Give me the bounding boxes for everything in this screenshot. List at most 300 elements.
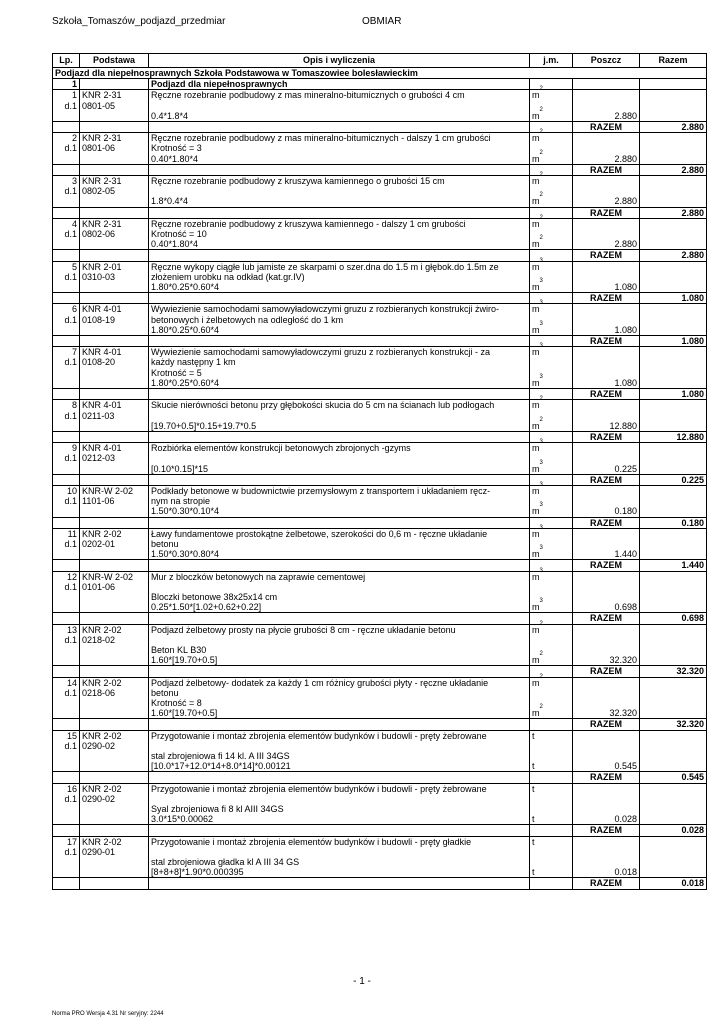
item-poszcz — [573, 698, 640, 708]
item-code-cell — [80, 336, 149, 347]
item-razem-cell — [640, 111, 707, 122]
item-razem-cell — [640, 761, 707, 772]
razem-label: RAZEM — [573, 389, 640, 400]
item-poszcz — [573, 635, 640, 645]
item-description: stal zbrojeniowa gładka kl A III 34 GS — [149, 857, 530, 867]
item-row — [53, 496, 707, 506]
item-code-number: 0211-03 — [80, 411, 149, 421]
item-lp: 13 — [53, 624, 80, 635]
item-description — [149, 453, 530, 463]
item-lp-cell — [53, 154, 80, 165]
item-lp-cell — [53, 645, 80, 655]
item-d: d.1 — [53, 453, 80, 463]
item-code-cell — [80, 293, 149, 304]
item-unit — [530, 192, 573, 207]
item-code: KNR 2-02 — [80, 730, 149, 741]
item-lp: 16 — [53, 783, 80, 794]
item-d: d.1 — [53, 688, 80, 698]
item-unit-cell — [530, 474, 573, 485]
item-d: d.1 — [53, 101, 80, 111]
item-razem-cell — [640, 485, 707, 496]
unit-exponent: 2 — [539, 106, 543, 113]
item-lp-cell — [53, 666, 80, 677]
item-code-number: 0218-02 — [80, 635, 149, 645]
item-lp-cell — [53, 761, 80, 772]
item-description: każdy następny 1 km — [149, 357, 530, 367]
unit-base: m — [532, 377, 540, 388]
razem-value: 0.180 — [640, 517, 707, 528]
razem-label: RAZEM — [573, 431, 640, 442]
item-description: nym na stropie — [149, 496, 530, 506]
item-code-cell — [80, 250, 149, 261]
item-d: d.1 — [53, 186, 80, 196]
item-razem-cell — [640, 272, 707, 282]
item-calc-row — [53, 814, 707, 825]
item-description-cell — [149, 613, 530, 624]
razem-label: RAZEM — [573, 164, 640, 175]
item-code-cell — [80, 772, 149, 783]
item-code-cell — [80, 431, 149, 442]
razem-row — [53, 250, 707, 261]
item-code: KNR 2-02 — [80, 836, 149, 847]
item-code-cell — [80, 164, 149, 175]
item-lp-cell — [53, 751, 80, 761]
item-unit — [530, 214, 573, 229]
item-calculation: 0.25*1.50*[1.02+0.62+0.22] — [149, 602, 530, 613]
razem-label: RAZEM — [573, 666, 640, 677]
item-unit — [530, 567, 573, 582]
unit-base: m — [532, 655, 540, 666]
item-lp: 17 — [53, 836, 80, 847]
item-d: d.1 — [53, 582, 80, 592]
item-lp-cell — [53, 814, 80, 825]
item-row — [53, 315, 707, 325]
item-razem-cell — [640, 239, 707, 250]
item-description — [149, 847, 530, 857]
item-description: betonowych i żelbetowych na odległość do 1 km — [149, 315, 530, 325]
unit-exponent: 3 — [539, 502, 543, 509]
item-calc-row — [53, 239, 707, 250]
item-unit-cell — [530, 719, 573, 730]
unit-base: m — [532, 602, 540, 613]
item-lp-cell — [53, 293, 80, 304]
item-lp-cell — [53, 592, 80, 602]
item-razem-cell — [640, 282, 707, 293]
item-calculation: 3.0*15*0.00062 — [149, 814, 530, 825]
item-row — [53, 592, 707, 602]
item-code-number: 1101-06 — [80, 496, 149, 506]
subsection-podstawa — [80, 79, 149, 90]
item-razem-cell — [640, 751, 707, 761]
item-lp: 6 — [53, 304, 80, 315]
item-description: Krotność = 3 — [149, 143, 530, 153]
item-code-number: 0290-02 — [80, 794, 149, 804]
item-unit — [530, 416, 573, 432]
item-razem-cell — [640, 421, 707, 432]
item-row — [53, 645, 707, 655]
item-description: Podkłady betonowe w budownictwie przemysłowym z transportem i układaniem ręcz- — [149, 485, 530, 496]
razem-row — [53, 389, 707, 400]
item-unit — [530, 453, 573, 463]
item-description-cell — [149, 207, 530, 218]
item-description: Ręczne rozebranie podbudowy z mas mineralno-bitumicznych o grubości 4 cm — [149, 90, 530, 101]
item-poszcz: 1.080 — [573, 378, 640, 389]
item-unit-cell — [530, 666, 573, 677]
item-row — [53, 101, 707, 111]
razem-value: 32.320 — [640, 719, 707, 730]
item-poszcz — [573, 272, 640, 282]
item-unit — [530, 698, 573, 711]
item-unit-cell — [530, 207, 573, 218]
item-description-cell — [149, 825, 530, 836]
razem-value: 1.080 — [640, 336, 707, 347]
item-unit — [530, 502, 573, 517]
item-code: KNR 2-02 — [80, 624, 149, 635]
unit-base: t — [532, 761, 535, 772]
item-razem-cell — [640, 453, 707, 463]
item-unit — [530, 598, 573, 613]
item-lp: 3 — [53, 176, 80, 187]
unit-exponent: 2 — [539, 149, 543, 156]
item-row — [53, 443, 707, 454]
unit-base: m — [532, 324, 540, 335]
item-razem-cell — [640, 688, 707, 698]
item-code: KNR 2-31 — [80, 176, 149, 187]
razem-label: RAZEM — [573, 719, 640, 730]
razem-label: RAZEM — [573, 825, 640, 836]
item-code: KNR 2-01 — [80, 261, 149, 272]
item-description: Ławy fundamentowe prostokątne żelbetowe, szerokości do 0,6 m - ręczne układanie — [149, 528, 530, 539]
unit-exponent: 2 — [539, 192, 543, 199]
unit-exponent: 2 — [539, 214, 543, 221]
item-razem-cell — [640, 592, 707, 602]
item-unit — [530, 343, 573, 358]
item-unit — [530, 635, 573, 645]
item-unit — [530, 459, 573, 475]
item-description-cell — [149, 719, 530, 730]
item-unit — [530, 439, 573, 454]
item-calculation: 0.40*1.80*4 — [149, 154, 530, 165]
item-description: Przygotowanie i montaż zbrojenia elementów budynków i budowli - pręty żebrowane — [149, 783, 530, 794]
item-lp-cell — [53, 857, 80, 867]
item-unit — [530, 373, 573, 389]
item-code-number: 0802-06 — [80, 229, 149, 239]
unit-base: m — [532, 261, 540, 272]
unit-exponent: 3 — [539, 343, 543, 350]
item-unit — [530, 592, 573, 605]
item-description: Krotność = 8 — [149, 698, 530, 708]
table-header-row — [53, 54, 707, 68]
item-poszcz — [573, 261, 640, 272]
item-code-cell — [80, 196, 149, 207]
item-razem-cell — [640, 602, 707, 613]
item-lp: 2 — [53, 133, 80, 144]
unit-base: m — [532, 133, 540, 144]
item-row — [53, 229, 707, 239]
col-lp: Lp. — [53, 54, 80, 68]
item-razem-cell — [640, 90, 707, 101]
razem-value: 0.225 — [640, 474, 707, 485]
item-poszcz: 2.880 — [573, 154, 640, 165]
item-razem-cell — [640, 539, 707, 549]
item-code: KNR 2-31 — [80, 133, 149, 144]
item-row — [53, 836, 707, 847]
item-calculation: 1.80*0.25*0.60*4 — [149, 378, 530, 389]
item-poszcz — [573, 624, 640, 635]
item-description: stal zbrojeniowa fi 14 kl. A III 34GS — [149, 751, 530, 761]
unit-base: m — [532, 420, 540, 431]
item-razem-cell — [640, 582, 707, 592]
item-poszcz — [573, 411, 640, 421]
item-lp-cell — [53, 250, 80, 261]
item-poszcz: 0.698 — [573, 602, 640, 613]
item-code-cell — [80, 549, 149, 560]
item-razem-cell — [640, 325, 707, 336]
document-file-name: Szkoła_Tomaszów_podjazd_przedmiar — [52, 16, 226, 27]
item-lp-cell — [53, 378, 80, 389]
item-calc-row — [53, 421, 707, 432]
item-lp: 11 — [53, 528, 80, 539]
section-title: Podjazd dla niepełnosprawnych Szkoła Podstawowa w Tomaszowiee bolesławieckim — [53, 68, 707, 79]
item-code: KNR-W 2-02 — [80, 571, 149, 582]
item-description — [149, 186, 530, 196]
item-poszcz — [573, 453, 640, 463]
item-code: KNR 4-01 — [80, 347, 149, 358]
item-description: Syal zbrojeniowa fi 8 kl AIII 34GS — [149, 804, 530, 814]
item-calculation: [10.0*17+12.0*14+8.0*14]*0.00121 — [149, 761, 530, 772]
item-calculation: 1.80*0.25*0.60*4 — [149, 325, 530, 336]
item-code: KNR 4-01 — [80, 443, 149, 454]
item-description: Ręczne wykopy ciągłe lub jamiste ze skarpami o szer.dna do 1.5 m i głębok.do 1.5m ze — [149, 261, 530, 272]
item-row — [53, 453, 707, 463]
item-lp-cell — [53, 655, 80, 666]
unit-base: m — [532, 485, 540, 496]
razem-value: 1.080 — [640, 293, 707, 304]
item-calc-row — [53, 506, 707, 517]
item-row — [53, 688, 707, 698]
item-poszcz — [573, 400, 640, 411]
item-row — [53, 143, 707, 153]
unit-base: m — [532, 153, 540, 164]
item-calc-row — [53, 761, 707, 772]
item-razem-cell — [640, 186, 707, 196]
item-row — [53, 741, 707, 751]
software-footer: Norma PRO Wersja 4.31 Nr seryjny: 2244 — [52, 1011, 164, 1017]
item-poszcz — [573, 677, 640, 688]
item-row — [53, 272, 707, 282]
item-description-cell — [149, 431, 530, 442]
item-unit — [530, 278, 573, 293]
item-row — [53, 571, 707, 582]
item-unit — [530, 357, 573, 367]
unit-base: m — [532, 176, 540, 187]
item-poszcz — [573, 304, 640, 315]
item-description: Krotność = 5 — [149, 368, 530, 378]
item-code-number: 0108-19 — [80, 315, 149, 325]
item-poszcz — [573, 571, 640, 582]
col-opis: Opis i wyliczenia — [149, 54, 530, 68]
item-code-number: 0290-02 — [80, 741, 149, 751]
item-unit — [530, 86, 573, 101]
unit-exponent: 3 — [539, 320, 543, 327]
item-description-cell — [149, 336, 530, 347]
razem-row — [53, 878, 707, 889]
item-code-cell — [80, 814, 149, 825]
item-calculation: [19.70+0.5]*0.15+19.7*0.5 — [149, 421, 530, 432]
razem-row — [53, 164, 707, 175]
item-razem-cell — [640, 443, 707, 454]
subsection-lp: 1 — [53, 79, 80, 90]
item-poszcz — [573, 101, 640, 111]
item-unit — [530, 814, 573, 825]
item-description: Przygotowanie i montaż zbrojenia elementów budynków i budowli - pręty gładkie — [149, 836, 530, 847]
item-unit — [530, 315, 573, 325]
item-code-number: 0108-20 — [80, 357, 149, 367]
item-d: d.1 — [53, 229, 80, 239]
item-poszcz — [573, 186, 640, 196]
item-code-cell — [80, 239, 149, 250]
item-row — [53, 698, 707, 708]
item-unit — [530, 368, 573, 378]
item-lp-cell — [53, 602, 80, 613]
item-code-cell — [80, 517, 149, 528]
item-row — [53, 857, 707, 867]
item-lp: 12 — [53, 571, 80, 582]
item-razem-cell — [640, 847, 707, 857]
razem-value: 0.698 — [640, 613, 707, 624]
item-razem-cell — [640, 400, 707, 411]
item-poszcz — [573, 688, 640, 698]
unit-base: m — [532, 304, 540, 315]
item-poszcz: 2.880 — [573, 111, 640, 122]
item-razem-cell — [640, 143, 707, 153]
item-lp-cell — [53, 698, 80, 708]
item-lp-cell — [53, 878, 80, 889]
razem-label: RAZEM — [573, 613, 640, 624]
razem-value: 1.080 — [640, 389, 707, 400]
item-lp-cell — [53, 772, 80, 783]
item-lp-cell — [53, 164, 80, 175]
item-code-cell — [80, 592, 149, 602]
item-razem-cell — [640, 315, 707, 325]
item-description: Przygotowanie i montaż zbrojenia elementów budynków i budowli - pręty żebrowane — [149, 730, 530, 741]
razem-row — [53, 719, 707, 730]
item-code-cell — [80, 666, 149, 677]
item-razem-cell — [640, 730, 707, 741]
item-calculation: [0.10*0.15]*15 — [149, 464, 530, 475]
razem-value: 2.880 — [640, 164, 707, 175]
item-unit — [530, 704, 573, 719]
unit-exponent: 3 — [539, 278, 543, 285]
item-lp-cell — [53, 464, 80, 475]
item-poszcz: 0.545 — [573, 761, 640, 772]
item-code-cell — [80, 282, 149, 293]
unit-base: t — [532, 867, 535, 878]
item-unit — [530, 172, 573, 187]
item-razem-cell — [640, 101, 707, 111]
item-razem-cell — [640, 357, 707, 367]
razem-row — [53, 431, 707, 442]
item-unit-cell — [530, 293, 573, 307]
unit-exponent: 2 — [539, 416, 543, 423]
item-unit — [530, 129, 573, 144]
item-lp-cell — [53, 517, 80, 528]
item-lp: 5 — [53, 261, 80, 272]
item-description-cell — [149, 517, 530, 528]
unit-exponent: 2 — [539, 129, 543, 136]
unit-base: m — [532, 549, 540, 560]
item-calculation: 1.8*0.4*4 — [149, 196, 530, 207]
item-unit — [530, 783, 573, 794]
document-title: OBMIAR — [362, 16, 402, 27]
item-unit — [530, 496, 573, 509]
razem-label: RAZEM — [573, 122, 640, 133]
col-poszcz: Poszcz — [573, 54, 640, 68]
item-unit — [530, 101, 573, 111]
item-description-cell — [149, 122, 530, 133]
item-row — [53, 357, 707, 367]
item-unit — [530, 582, 573, 592]
unit-exponent: 3 — [539, 257, 543, 264]
item-razem-cell — [640, 677, 707, 688]
subsection-jm — [530, 79, 573, 93]
unit-base: m — [532, 624, 540, 635]
item-poszcz — [573, 90, 640, 101]
item-code-cell — [80, 751, 149, 761]
item-code-cell — [80, 389, 149, 400]
item-code-cell — [80, 804, 149, 814]
item-razem-cell — [640, 655, 707, 666]
item-poszcz — [573, 357, 640, 367]
unit-exponent: 3 — [539, 545, 543, 552]
razem-row — [53, 293, 707, 304]
item-description — [149, 635, 530, 645]
item-poszcz: 2.880 — [573, 196, 640, 207]
item-unit — [530, 411, 573, 421]
item-poszcz — [573, 229, 640, 239]
item-lp: 10 — [53, 485, 80, 496]
item-code-cell — [80, 878, 149, 889]
item-unit — [530, 229, 573, 242]
item-calc-row — [53, 655, 707, 666]
item-poszcz — [573, 730, 640, 741]
item-unit — [530, 761, 573, 772]
unit-exponent: 3 — [539, 567, 543, 574]
razem-label: RAZEM — [573, 293, 640, 304]
unit-exponent: 3 — [539, 481, 543, 488]
item-lp-cell — [53, 549, 80, 560]
unit-exponent: 2 — [539, 704, 543, 711]
item-razem-cell — [640, 411, 707, 421]
item-poszcz — [573, 847, 640, 857]
item-row — [53, 368, 707, 378]
unit-exponent: 2 — [539, 620, 543, 627]
item-lp-cell — [53, 111, 80, 122]
item-code: KNR 2-02 — [80, 677, 149, 688]
item-description — [149, 411, 530, 421]
item-unit-cell — [530, 389, 573, 403]
item-poszcz: 0.225 — [573, 464, 640, 475]
item-unit — [530, 545, 573, 560]
item-row — [53, 261, 707, 272]
item-lp: 1 — [53, 90, 80, 101]
razem-value: 2.880 — [640, 122, 707, 133]
item-calculation: 0.4*1.8*4 — [149, 111, 530, 122]
item-lp-cell — [53, 431, 80, 442]
item-row — [53, 90, 707, 101]
item-unit — [530, 836, 573, 847]
item-code-cell — [80, 464, 149, 475]
